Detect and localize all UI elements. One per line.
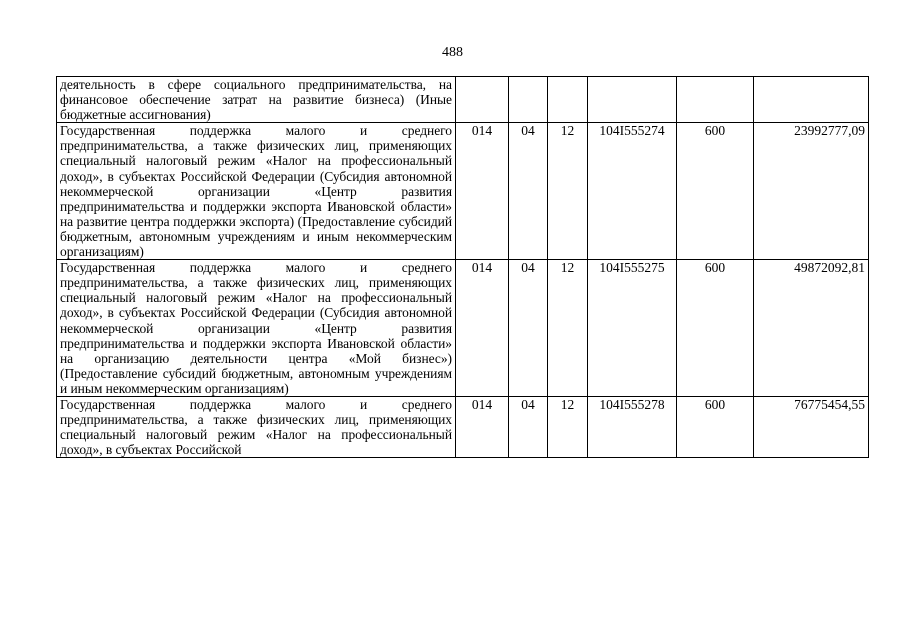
page-number: 488 [442, 45, 463, 60]
row-target-article: 104I555274 [588, 123, 677, 260]
row-subsection: 12 [548, 396, 588, 457]
row-expense-type [677, 77, 754, 123]
row-subsection [548, 77, 588, 123]
row-target-article: 104I555278 [588, 396, 677, 457]
row-grbs: 014 [456, 396, 509, 457]
row-description: деятельность в сфере социального предпринимательства, на финансовое обеспечение затрат на развитие бизнеса) (Иные бюджетные ассигнования) [57, 77, 456, 123]
table-row [57, 123, 869, 260]
row-target-article [588, 77, 677, 123]
budget-table [56, 76, 869, 458]
row-expense-type: 600 [677, 123, 754, 260]
table-row [57, 396, 869, 457]
row-section: 04 [509, 396, 548, 457]
row-grbs [456, 77, 509, 123]
row-amount: 23992777,09 [754, 123, 869, 260]
row-expense-type: 600 [677, 260, 754, 397]
row-grbs: 014 [456, 260, 509, 397]
row-amount: 76775454,55 [754, 396, 869, 457]
table-row [57, 77, 869, 123]
row-section: 04 [509, 260, 548, 397]
table-row [57, 260, 869, 397]
row-description: Государственная поддержка малого и среднего предпринимательства, а также физических лиц, применяющих специальный налоговый режим «Налог на профессиональный доход», в субъектах Российской Федерации (Субсидия автономной некоммерческой организации «Центр развития предпринимательства и поддержки экспорта Ивановской области» на развитие центра поддержки экспорта) (Предоставление субсидий бюджетным, автономным учреждениям и иным некоммерческим организациям) [57, 123, 456, 260]
row-subsection: 12 [548, 123, 588, 260]
row-grbs: 014 [456, 123, 509, 260]
row-expense-type: 600 [677, 396, 754, 457]
row-amount: 49872092,81 [754, 260, 869, 397]
row-description: Государственная поддержка малого и среднего предпринимательства, а также физических лиц, применяющих специальный налоговый режим «Налог на профессиональный доход», в субъектах Российской Федерации (Субсидия автономной некоммерческой организации «Центр развития предпринимательства и поддержки экспорта Ивановской области» на организацию деятельности центра «Мой бизнес») (Предоставление субсидий бюджетным, автономным учреждениям и иным некоммерческим организациям) [57, 260, 456, 397]
row-section [509, 77, 548, 123]
row-description: Государственная поддержка малого и среднего предпринимательства, а также физических лиц, применяющих специальный налоговый режим «Налог на профессиональный доход», в субъектах Российской [57, 396, 456, 457]
row-amount [754, 77, 869, 123]
row-subsection: 12 [548, 260, 588, 397]
row-section: 04 [509, 123, 548, 260]
row-target-article: 104I555275 [588, 260, 677, 397]
